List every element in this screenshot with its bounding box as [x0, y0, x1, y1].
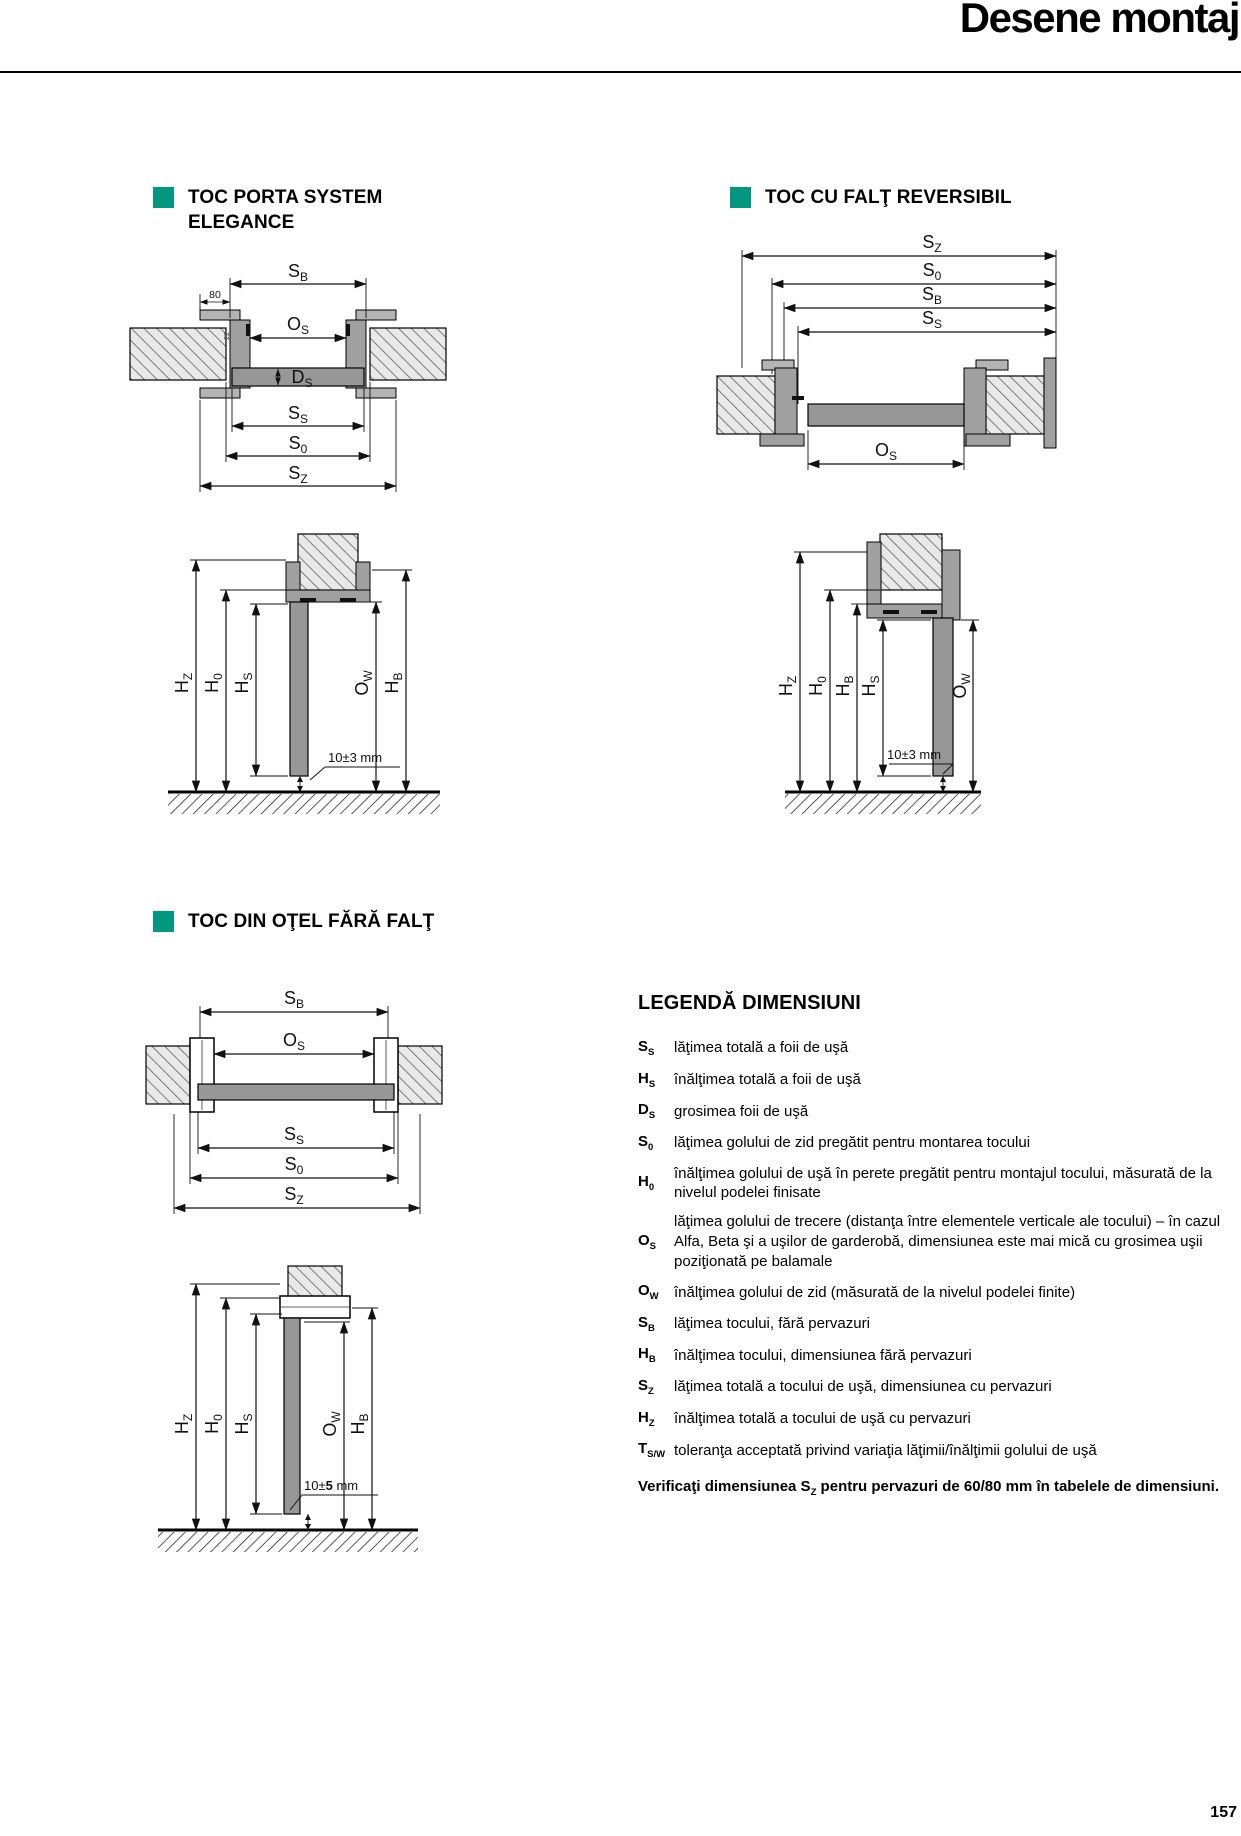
dim-label-sb: $S_B$ [921, 284, 943, 307]
section-header-otel [153, 910, 573, 935]
legend-text: înălţimea totală a tocului de uşă cu pervazuri [674, 1410, 971, 1428]
dim-label-hb: $H_B$ [382, 672, 405, 694]
dim-label-s0: $S_0$ [284, 1154, 304, 1177]
legend-symbol: $O_S$ [638, 1231, 657, 1252]
floor [158, 1530, 418, 1552]
legend-text: lăţimea totală a foii de uşă [674, 1039, 849, 1057]
dim-label-ow: $O_W$ [352, 670, 375, 696]
dim-label-sb: $S_B$ [283, 988, 305, 1011]
legend-row [638, 1212, 1241, 1272]
dim-label-s0: $S_0$ [922, 260, 942, 283]
teal-square-icon [153, 911, 174, 932]
legend-symbol: $T_{S/W}$ [638, 1440, 666, 1461]
legend-text: lăţimea golului de zid pregătit pentru montarea tocului [674, 1134, 1031, 1152]
dim-label-22: 22 [224, 332, 231, 340]
legend-text: înălţimea golului de zid (măsurată de la nivelul podelei finite) [674, 1283, 1076, 1301]
dim-label-h0: $H_0$ [806, 676, 829, 696]
dim-label-ow: $O_W$ [950, 673, 973, 699]
legend-text: toleranţa acceptată privind variaţia lăţimii/înălţimii golului de uşă [674, 1441, 1097, 1459]
diagram-elegance-horizontal-section [128, 262, 448, 504]
dim-label-hs: $H_S$ [232, 1413, 255, 1435]
diagram-otel-horizontal-section [138, 982, 468, 1247]
section-header-falt-reversibil [730, 186, 1110, 211]
header-rule [0, 71, 1241, 73]
legend-text: lăţimea totală a tocului de uşă, dimensiunea cu pervazuri [674, 1378, 1052, 1396]
dim-label-sz: $S_Z$ [288, 463, 308, 486]
section-title: TOC CU FALŢ REVERSIBIL [765, 187, 1012, 208]
dim-label-sb: $S_B$ [287, 261, 309, 284]
dim-label-hz: $H_Z$ [172, 1413, 195, 1435]
lintel [880, 534, 942, 590]
section-title-line1: TOC PORTA SYSTEM [188, 187, 383, 208]
dim-label-os: $O_S$ [874, 440, 898, 463]
legend-row [638, 1313, 1241, 1336]
dim-label-hz: $H_Z$ [776, 675, 799, 697]
legend-text: înălţimea totală a foii de uşă [674, 1070, 861, 1088]
legend-row [638, 1281, 1241, 1304]
page-title: Desene montaj [959, 0, 1239, 41]
dim-label-ss: $S_S$ [921, 308, 943, 331]
door-leaf [198, 1084, 394, 1100]
legend-row [638, 1037, 1241, 1060]
tolerance-label: 10±5 mm [304, 1478, 359, 1493]
dim-label-80: 80 [209, 289, 221, 301]
door-leaf [808, 404, 964, 426]
section-title: TOC DIN OŢEL FĂRĂ FALŢ [188, 911, 435, 932]
legend-text: grosimea foii de uşă [674, 1102, 809, 1120]
lintel [298, 534, 358, 590]
section-title [188, 186, 382, 235]
legend-symbol: $S_Z$ [638, 1377, 654, 1398]
dim-label-sz: $S_Z$ [284, 1184, 304, 1207]
legend-row [638, 1344, 1241, 1367]
legend-symbol: $D_S$ [638, 1101, 656, 1122]
dim-label-hb: $H_B$ [348, 1413, 371, 1435]
floor [168, 792, 440, 814]
dim-label-ss: $S_S$ [287, 403, 309, 426]
dim-label-hz: $H_Z$ [172, 672, 195, 694]
tolerance-label: 10±3 mm [328, 750, 383, 765]
dim-label-os: $O_S$ [282, 1030, 306, 1053]
legend-text: înălţimea golului de uşă în perete pregătit pentru montajul tocului, măsurată de la nivelul podelei finisate [674, 1164, 1212, 1202]
legend-symbol: $O_W$ [638, 1282, 659, 1303]
dim-label-ow: $O_W$ [320, 1411, 343, 1437]
section-header-elegance [153, 186, 483, 235]
legend-symbol: $S_S$ [638, 1038, 655, 1058]
floor [785, 792, 981, 814]
legend-symbol: $H_S$ [638, 1069, 656, 1090]
page-number: 157 [1210, 1804, 1237, 1821]
legend-symbol: $H_Z$ [638, 1408, 655, 1429]
dim-label-ds: $D_S$ [291, 367, 313, 390]
legend-heading: LEGENDĂ DIMENSIUNI [638, 992, 861, 1014]
section-title-line2: ELEGANCE [188, 211, 295, 233]
diagram-falt-reversibil-vertical-section [655, 508, 985, 820]
dim-label-hs: $H_S$ [859, 675, 882, 697]
dim-label-ss: $S_S$ [283, 1124, 305, 1147]
legend-row [638, 1069, 1241, 1092]
door-leaf [284, 1318, 300, 1514]
diagram-otel-vertical-section [138, 1262, 438, 1582]
legend-row [638, 1132, 1241, 1155]
legend-text: lăţimea golului de trecere (distanţa între elementele verticale ale tocului) – în cazul Alfa, Beta şi a uşilor de garderobă, dimensiunea este mai mică cu grosimea uşii poziţionată pe balamale [674, 1213, 1221, 1271]
legend-symbol: $H_B$ [638, 1345, 656, 1366]
legend-symbol: $H_0$ [638, 1173, 655, 1194]
teal-square-icon [153, 187, 174, 208]
steel-frame-profile [280, 1296, 350, 1318]
legend-row [638, 1439, 1241, 1462]
door-leaf [290, 602, 308, 776]
tolerance-label: 10±3 mm [887, 747, 942, 762]
dim-label-hb: $H_B$ [833, 675, 856, 697]
legend-symbol: $S_0$ [638, 1132, 654, 1153]
dim-label-h0: $H_0$ [202, 673, 225, 693]
dimension-legend [638, 992, 1241, 1498]
dim-label-sz: $S_Z$ [922, 232, 942, 255]
dim-label-os: $O_S$ [286, 314, 310, 337]
legend-row [638, 1408, 1241, 1431]
legend-row [638, 1100, 1241, 1123]
legend-symbol: $S_B$ [638, 1313, 655, 1334]
diagram-elegance-vertical-section [148, 508, 448, 820]
dim-label-h0: $H_0$ [202, 1414, 225, 1434]
dim-label-s0: $S_0$ [288, 433, 308, 456]
legend-text: înălţimea tocului, dimensiunea fără pervazuri [674, 1346, 972, 1364]
legend-text: lăţimea tocului, fără pervazuri [674, 1315, 870, 1333]
dim-label-hs: $H_S$ [232, 672, 255, 694]
teal-square-icon [730, 187, 751, 208]
legend-note: Verificaţi dimensiunea $S_Z$ pentru pervazuri de 60/80 mm în tabelele de dimensiuni. [638, 1477, 1220, 1498]
legend-row [638, 1376, 1241, 1399]
legend-row [638, 1164, 1241, 1204]
diagram-falt-reversibil-horizontal-section [632, 228, 1062, 483]
